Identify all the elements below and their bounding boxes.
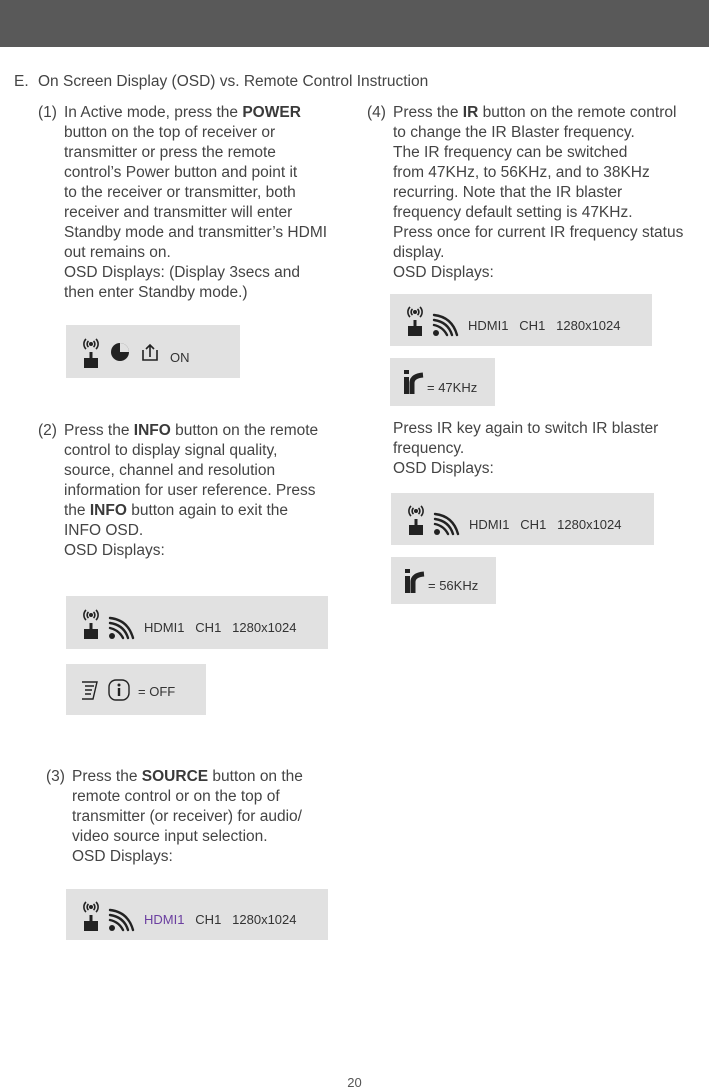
signal-strength-icon [108, 614, 136, 640]
osd-info-off-box [66, 664, 206, 715]
resolution-label: 1280x1024 [232, 620, 297, 635]
text-line: out remains on. [64, 244, 171, 261]
osd-info-box [66, 596, 328, 649]
item-body [64, 421, 318, 561]
menu-icon [80, 679, 100, 701]
text-line: button on the [208, 768, 303, 785]
text-line: to the receiver or transmitter, both [64, 184, 296, 201]
osd-ir-frequency-box-1 [390, 358, 495, 406]
page-number: 20 [347, 1075, 362, 1090]
text-line: frequency. [393, 440, 465, 457]
ir-frequency-label: = 56KHz [428, 578, 479, 593]
text-line: information for user reference. Press [64, 482, 316, 499]
power-out-icon [140, 342, 160, 362]
osd-standby-box [66, 325, 240, 378]
osd-status-line [468, 318, 621, 333]
text-line: OSD Displays: [64, 542, 165, 559]
text-line: Press IR key again to switch IR blaster [393, 420, 659, 437]
source-label: HDMI1 [469, 516, 510, 532]
section-title-text: On Screen Display (OSD) vs. Remote Control Instruction [38, 73, 429, 90]
resolution-label: 1280x1024 [232, 912, 297, 927]
text-line: button on the top of receiver or [64, 124, 276, 141]
page-header-bar [0, 0, 709, 47]
section-title [14, 73, 428, 91]
channel-label: CH1 [195, 620, 222, 635]
text-line: control’s Power button and point it [64, 164, 298, 181]
moon-icon [110, 342, 130, 362]
osd-status-line [144, 620, 297, 635]
text-line: Press the [393, 104, 463, 121]
text-line: OSD Displays: [393, 460, 494, 477]
osd-ir-status-box-2 [391, 493, 654, 545]
text-line: to change the IR Blaster frequency. [393, 124, 635, 141]
item-body [64, 103, 327, 303]
ir-frequency-label: = 47KHz [427, 379, 478, 395]
antenna-icon [405, 503, 427, 535]
osd-on-label: ON [170, 350, 190, 365]
item-body [72, 767, 303, 867]
item-body [393, 103, 683, 283]
ir-icon [404, 568, 426, 594]
item-number: (4) [367, 104, 386, 121]
keyword-info: INFO [133, 422, 171, 439]
osd-source-box [66, 889, 328, 940]
text-line: In Active mode, press the [64, 104, 243, 121]
osd-status-line [469, 517, 622, 532]
text-line: receiver and transmitter will enter [64, 204, 293, 221]
text-line: frequency default setting is 47KHz. [393, 204, 633, 221]
text-line: INFO OSD. [64, 522, 144, 539]
antenna-icon [80, 336, 102, 368]
keyword-source: SOURCE [141, 768, 209, 785]
osd-ir-status-box-1 [390, 294, 652, 346]
channel-label: CH1 [195, 912, 222, 927]
keyword-ir: IR [462, 104, 479, 121]
item-number: (2) [38, 422, 57, 439]
text-line: Standby mode and transmitter’s HDMI [64, 224, 328, 241]
text-line: from 47KHz, to 56KHz, and to 38KHz [393, 164, 650, 181]
text-line: the [64, 502, 90, 519]
osd-ir-frequency-box-2 [391, 557, 496, 604]
text-line: source, channel and resolution [64, 462, 276, 479]
antenna-icon [80, 607, 102, 639]
text-line: button on the remote control [478, 104, 677, 121]
signal-strength-icon [432, 311, 460, 337]
info-icon [108, 679, 130, 701]
text-line: recurring. Note that the IR blaster [393, 184, 623, 201]
text-line: button on the remote [170, 422, 319, 439]
text-line: OSD Displays: [393, 264, 494, 281]
signal-strength-icon [108, 906, 136, 932]
channel-label: CH1 [519, 317, 546, 333]
text-line: button again to exit the [126, 502, 289, 519]
text-line: Press the [64, 422, 134, 439]
osd-off-label: = OFF [138, 684, 176, 699]
keyword-power: POWER [242, 104, 301, 121]
item-number: (1) [38, 104, 57, 121]
section-letter: E. [14, 73, 29, 90]
text-line: display. [393, 244, 445, 261]
resolution-label: 1280x1024 [557, 516, 622, 532]
antenna-icon [404, 304, 426, 336]
source-label: HDMI1 [468, 317, 509, 333]
text-line: Press the [72, 768, 142, 785]
text-line: OSD Displays: [72, 848, 173, 865]
text-line: then enter Standby mode.) [64, 284, 248, 301]
keyword-info: INFO [89, 502, 127, 519]
text-line: control to display signal quality, [64, 442, 278, 459]
text-line: remote control or on the top of [72, 788, 280, 805]
signal-strength-icon [433, 510, 461, 536]
ir-again-instruction [393, 419, 703, 479]
channel-label: CH1 [520, 516, 547, 532]
text-line: video source input selection. [72, 828, 268, 845]
text-line: OSD Displays: (Display 3secs and [64, 264, 301, 281]
resolution-label: 1280x1024 [556, 317, 621, 333]
text-line: Press once for current IR frequency status [393, 224, 684, 241]
text-line: transmitter (or receiver) for audio/ [72, 808, 302, 825]
text-line: The IR frequency can be switched [393, 144, 628, 161]
ir-icon [403, 369, 425, 395]
source-label-highlighted: HDMI1 [144, 912, 185, 927]
source-label: HDMI1 [144, 620, 185, 635]
antenna-icon [80, 899, 102, 931]
osd-status-line [144, 912, 297, 927]
text-line: transmitter or press the remote [64, 144, 276, 161]
item-number: (3) [46, 768, 65, 785]
